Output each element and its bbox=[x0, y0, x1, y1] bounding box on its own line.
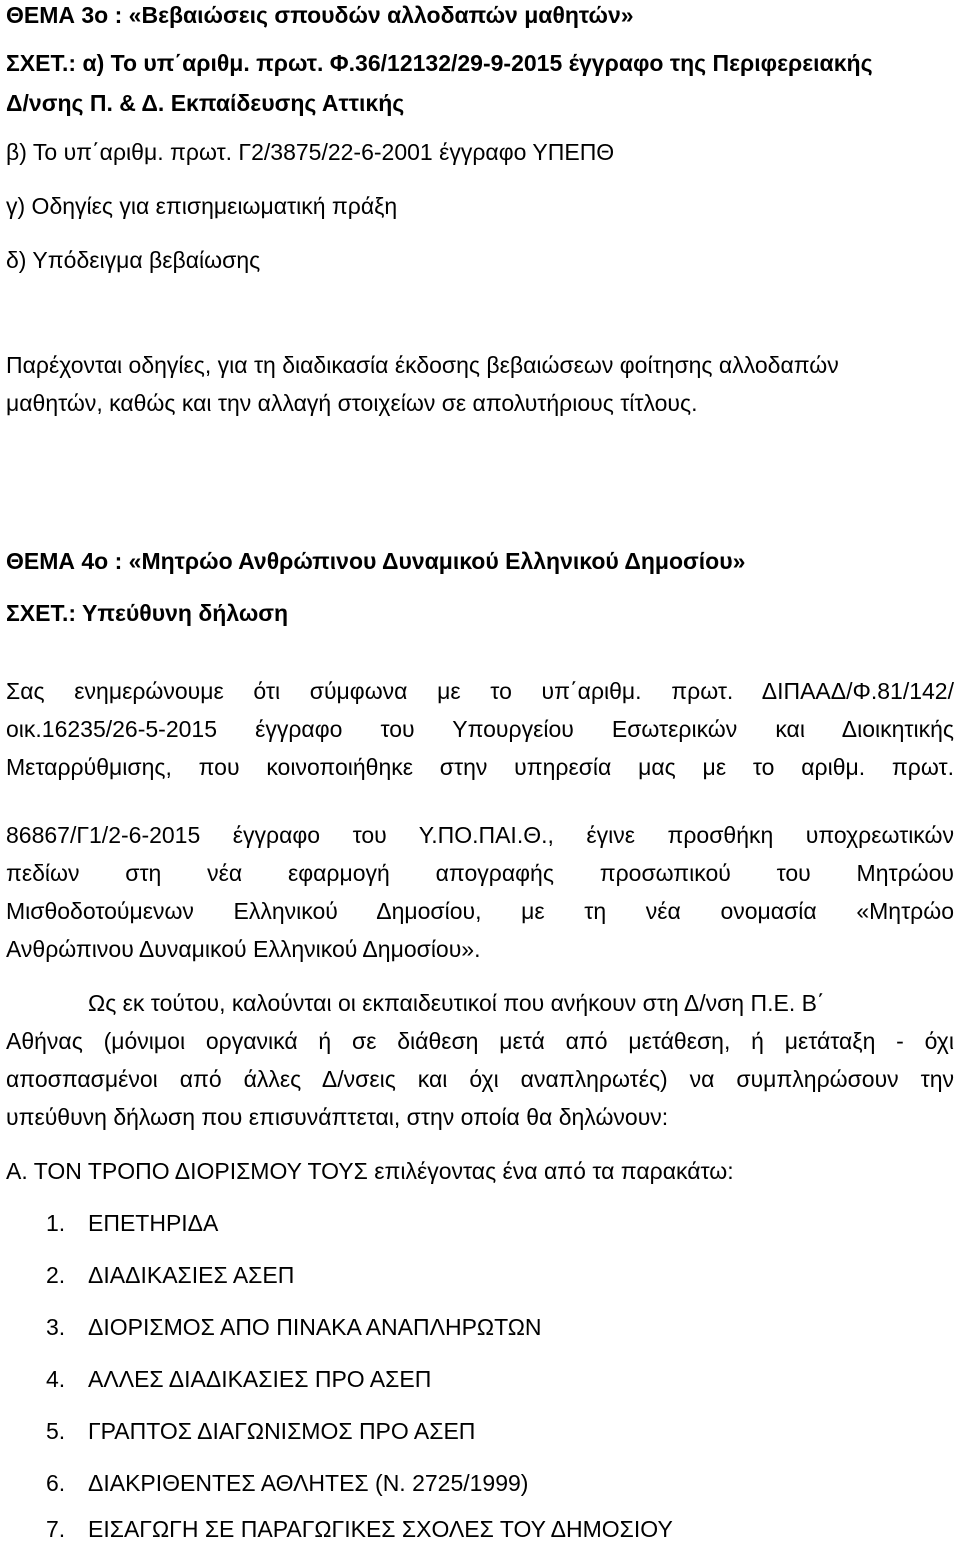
thema4-para1-line: Ανθρώπινου Δυναμικού Ελληνικού Δημοσίου». bbox=[6, 936, 481, 962]
thema4-para1-line: Μισθοδοτούμενων Ελληνικού Δημοσίου, με τη νέα ονομασία «Μητρώο bbox=[6, 898, 954, 924]
list-item-number: 6. bbox=[46, 1470, 66, 1496]
thema3-ref-a-line2: Δ/νσης Π. & Δ. Εκπαίδευσης Αττικής bbox=[6, 90, 405, 116]
thema4-para2-line: αποσπασμένοι από άλλες Δ/νσεις και όχι αναπληρωτές) να συμπληρώσουν την bbox=[6, 1066, 954, 1092]
list-item-number: 7. bbox=[46, 1516, 66, 1542]
list-item-number: 3. bbox=[46, 1314, 66, 1340]
thema4-para1-line: πεδίων στη νέα εφαρμογή απογραφής προσωπικού του Μητρώου bbox=[6, 860, 954, 886]
list-item-text: ΓΡΑΠΤΟΣ ΔΙΑΓΩΝΙΣΜΟΣ ΠΡΟ ΑΣΕΠ bbox=[88, 1418, 476, 1444]
list-item bbox=[46, 1366, 431, 1393]
list-item-number: 4. bbox=[46, 1366, 66, 1392]
thema4-para2-line: Ως εκ τούτου, καλούνται οι εκπαιδευτικοί που ανήκουν στη Δ/νση Π.Ε. Β΄ bbox=[88, 990, 825, 1016]
list-item bbox=[46, 1314, 542, 1341]
thema3-ref-b: β) Το υπ΄αριθμ. πρωτ. Γ2/3875/22-6-2001 έγγραφο ΥΠΕΠΘ bbox=[6, 139, 615, 165]
list-item-number: 1. bbox=[46, 1210, 66, 1236]
list-item-text: ΔΙΑΔΙΚΑΣΙΕΣ ΑΣΕΠ bbox=[88, 1262, 295, 1288]
thema4-para2-line: υπεύθυνη δήλωση που επισυνάπτεται, στην οποία θα δηλώνουν: bbox=[6, 1104, 669, 1130]
list-item-text: ΔΙΟΡΙΣΜΟΣ ΑΠΟ ΠΙΝΑΚΑ ΑΝΑΠΛΗΡΩΤΩΝ bbox=[88, 1314, 542, 1340]
list-item bbox=[46, 1470, 528, 1497]
thema3-ref-a-line1: ΣΧΕΤ.: α) Το υπ΄αριθμ. πρωτ. Φ.36/12132/29-9-2015 έγγραφο της Περιφερειακής bbox=[6, 50, 873, 76]
thema3-body-line2: μαθητών, καθώς και την αλλαγή στοιχείων σε απολυτήριους τίτλους. bbox=[6, 390, 698, 416]
thema4-para1-line: Μεταρρύθμισης, που κοινοποιήθηκε στην υπηρεσία μας με το αριθμ. πρωτ. bbox=[6, 754, 954, 780]
list-item-text: ΕΙΣΑΓΩΓΗ ΣΕ ΠΑΡΑΓΩΓΙΚΕΣ ΣΧΟΛΕΣ ΤΟΥ ΔΗΜΟΣΙΟΥ bbox=[88, 1516, 673, 1542]
list-item-text: ΕΠΕΤΗΡΙΔΑ bbox=[88, 1210, 219, 1236]
thema3-ref-c: γ) Οδηγίες για επισημειωματική πράξη bbox=[6, 193, 398, 219]
thema4-ref: ΣΧΕΤ.: Υπεύθυνη δήλωση bbox=[6, 600, 289, 626]
list-item-number: 5. bbox=[46, 1418, 66, 1444]
thema3-title: ΘΕΜΑ 3ο : «Βεβαιώσεις σπουδών αλλοδαπών μαθητών» bbox=[6, 2, 634, 28]
thema3-body-line1: Παρέχονται οδηγίες, για τη διαδικασία έκδοσης βεβαιώσεων φοίτησης αλλοδαπών bbox=[6, 352, 839, 378]
thema3-ref-d: δ) Υπόδειγμα βεβαίωσης bbox=[6, 247, 261, 273]
list-item bbox=[46, 1516, 673, 1543]
list-item-text: ΑΛΛΕΣ ΔΙΑΔΙΚΑΣΙΕΣ ΠΡΟ ΑΣΕΠ bbox=[88, 1366, 432, 1392]
thema4-section-a: Α. ΤΟΝ ΤΡΟΠΟ ΔΙΟΡΙΣΜΟΥ ΤΟΥΣ επιλέγοντας ένα από τα παρακάτω: bbox=[6, 1158, 734, 1184]
thema4-title: ΘΕΜΑ 4ο : «Μητρώο Ανθρώπινου Δυναμικού Ελληνικού Δημοσίου» bbox=[6, 548, 746, 574]
list-item-text: ΔΙΑΚΡΙΘΕΝΤΕΣ ΑΘΛΗΤΕΣ (Ν. 2725/1999) bbox=[88, 1470, 529, 1496]
list-item bbox=[46, 1262, 294, 1289]
list-item bbox=[46, 1210, 218, 1237]
thema4-para1-line: οικ.16235/26-5-2015 έγγραφο του Υπουργείου Εσωτερικών και Διοικητικής bbox=[6, 716, 954, 742]
thema4-para1-line: Σας ενημερώνουμε ότι σύμφωνα με το υπ΄αριθμ. πρωτ. ΔΙΠΑΑΔ/Φ.81/142/ bbox=[6, 678, 954, 704]
thema4-para1-line: 86867/Γ1/2-6-2015 έγγραφο του Υ.ΠΟ.ΠΑΙ.Θ., έγινε προσθήκη υποχρεωτικών bbox=[6, 822, 954, 848]
list-item bbox=[46, 1418, 475, 1445]
list-item-number: 2. bbox=[46, 1262, 66, 1288]
thema4-para2-line: Αθήνας (μόνιμοι οργανικά ή σε διάθεση μετά από μετάθεση, ή μετάταξη - όχι bbox=[6, 1028, 954, 1054]
